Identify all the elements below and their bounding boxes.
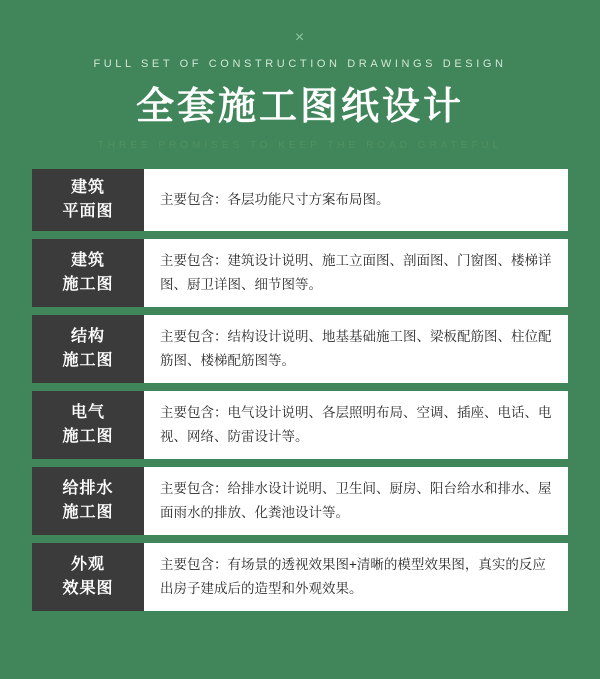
row-label-line2: 效果图 [62, 580, 114, 597]
row-description [144, 467, 568, 535]
content-rows [32, 169, 568, 611]
table-row [32, 315, 568, 383]
table-row [32, 543, 568, 611]
row-description [144, 315, 568, 383]
row-label-line1: 建筑 [70, 252, 105, 269]
row-label-line2: 施工图 [62, 276, 114, 293]
row-label-line1: 外观 [70, 556, 105, 573]
row-description [144, 543, 568, 611]
row-description-text: 主要包含：各层功能尺寸方案布局图。 [160, 192, 390, 207]
row-description [144, 239, 568, 307]
row-label-block [32, 169, 144, 231]
row-description-text: 主要包含：结构设计说明、地基基础施工图、梁板配筋图、柱位配筋图、楼梯配筋图等。 [160, 329, 552, 368]
row-label-line2: 平面图 [62, 203, 114, 220]
table-row [32, 169, 568, 231]
row-label-block [32, 391, 144, 459]
row-label-line2: 施工图 [62, 428, 114, 445]
row-description-text: 主要包含：有场景的透视效果图+清晰的模型效果图，真实的反应出房子建成后的造型和外观效果。 [160, 557, 546, 596]
row-label-block [32, 543, 144, 611]
row-description-text: 主要包含：电气设计说明、各层照明布局、空调、插座、电话、电视、网络、防雷设计等。 [160, 405, 552, 444]
row-label-line2: 施工图 [62, 504, 114, 521]
page-title: 全套施工图纸设计 [135, 86, 464, 128]
table-row [32, 239, 568, 307]
row-label-line1: 电气 [70, 404, 105, 421]
poster-header [0, 0, 600, 151]
row-label-line1: 给排水 [62, 480, 114, 497]
row-label-line1: 结构 [70, 328, 105, 345]
row-label-line2: 施工图 [62, 352, 114, 369]
row-description [144, 169, 568, 231]
row-description-text: 主要包含：建筑设计说明、施工立面图、剖面图、门窗图、楼梯详图、厨卫详图、细节图等。 [160, 253, 552, 292]
row-label-block [32, 467, 144, 535]
table-row [32, 467, 568, 535]
row-label-block [32, 239, 144, 307]
table-row [32, 391, 568, 459]
english-eyebrow-text: FULL SET OF CONSTRUCTION DRAWINGS DESIGN [93, 58, 507, 70]
decorative-x-icon: × [294, 29, 306, 46]
row-label-line1: 建筑 [70, 179, 105, 196]
row-description-text: 主要包含：给排水设计说明、卫生间、厨房、阳台给水和排水、屋面雨水的排放、化粪池设计等。 [160, 481, 552, 520]
row-description [144, 391, 568, 459]
row-label-block [32, 315, 144, 383]
faint-subtitle-text: THREE PROMISES TO KEEP THE ROAD GRATEFUL [97, 140, 503, 151]
